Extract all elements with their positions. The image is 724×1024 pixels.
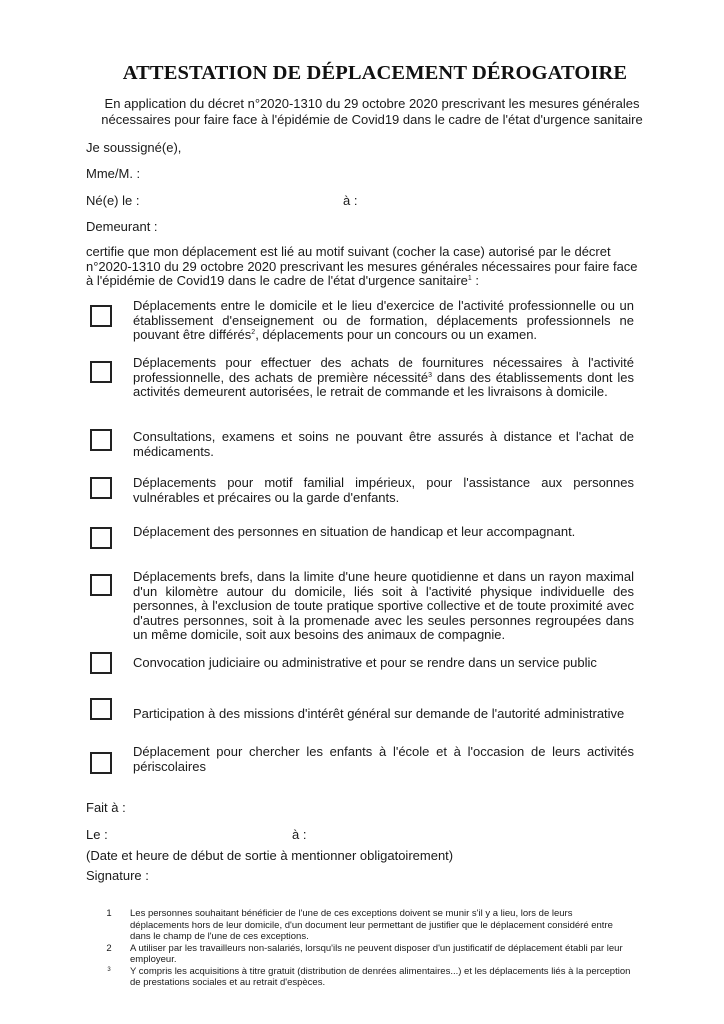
- reason-checkbox-purchases[interactable]: [90, 361, 112, 383]
- footnote-2: [104, 943, 634, 966]
- name-field-label[interactable]: Mme/M. :: [86, 166, 141, 181]
- footnote-ref: 1: [467, 275, 472, 282]
- reason-checkbox-summons[interactable]: [90, 652, 112, 674]
- reason-checkbox-school[interactable]: [90, 752, 112, 774]
- reason-text-general-interest: Participation à des missions d'intérêt général sur demande de l'autorité administrative: [133, 706, 625, 721]
- reason-text-work: [133, 299, 634, 343]
- reason-text: , déplacements pour un concours ou un examen.: [255, 327, 538, 343]
- certify-paragraph: [86, 245, 638, 289]
- footnote-1: [104, 908, 634, 943]
- signature-field-label[interactable]: Signature :: [86, 868, 149, 883]
- reason-text-family: Déplacements pour motif familial impérieux, pour l'assistance aux personnes vulnérables et précaires ou la garde d'enfants.: [133, 475, 634, 505]
- reason-checkbox-health[interactable]: [90, 429, 112, 451]
- birth-date-field-label[interactable]: Né(e) le :: [86, 193, 140, 208]
- reason-text-purchases: [133, 356, 634, 400]
- footnote-number: 2: [106, 942, 112, 954]
- reason-checkbox-exercise[interactable]: [90, 574, 112, 596]
- footnote-text: A utiliser par les travailleurs non-salariés, lorsqu'ils ne peuvent disposer d'un justificatif de déplacement établi par leur employeur.: [130, 942, 623, 965]
- je-soussigne-label: Je soussigné(e),: [86, 140, 182, 155]
- reason-checkbox-work[interactable]: [90, 305, 112, 327]
- reason-checkbox-family[interactable]: [90, 477, 112, 499]
- reason-text-health: Consultations, examens et soins ne pouvant être assurés à distance et l'achat de médicaments.: [133, 429, 634, 459]
- footnote-text: Les personnes souhaitant bénéficier de l'une de ces exceptions doivent se munir s'il y a lieu, lors de leurs déplacements hors de leur domicile, d'un document leur permettant de justifier que le déplacement considéré entre dans le champ de l'une de ces exceptions.: [130, 908, 613, 942]
- footnote-number: 3: [107, 966, 111, 973]
- footnote-ref: 3: [428, 371, 433, 379]
- reason-text: Déplacements pour effectuer des achats de fournitures nécessaires à l'activité professionnelle, des achats de première nécessité: [133, 355, 634, 385]
- time-field-label[interactable]: à :: [292, 827, 307, 842]
- document-subtitle: [60, 96, 684, 128]
- certify-suffix: :: [471, 273, 479, 288]
- date-time-note: (Date et heure de début de sortie à mentionner obligatoirement): [86, 848, 454, 863]
- subtitle-line-2: nécessaires pour faire face à l'épidémie de Covid19 dans le cadre de l'état d'urgence sanitaire: [101, 112, 643, 127]
- certify-text: certifie que mon déplacement est lié au motif suivant (cocher la case) autorisé par le décret n°2020-1310 du 29 octobre 2020 prescrivant les mesures générales nécessaires pour faire face à l'épidémie de Covid19 dans le cadre de l'état d'urgence sanitaire: [86, 244, 638, 288]
- reason-text-exercise: Déplacements brefs, dans la limite d'une heure quotidienne et dans un rayon maximal d'un kilomètre autour du domicile, liés soit à l'activité physique individuelle des personnes, à l'exclusion de toute pratique sportive collective et de toute proximité avec d'autres personnes, soit à la promenade avec les seules personnes regroupées dans un même domicile, soit aux besoins des animaux de compagnie.: [133, 569, 634, 643]
- reason-checkbox-handicap[interactable]: [90, 527, 112, 549]
- reason-text-school: Déplacement pour chercher les enfants à l'école et à l'occasion de leurs activités périscolaires: [133, 744, 634, 774]
- footnote-ref: 2: [251, 329, 256, 337]
- birth-place-field-label[interactable]: à :: [343, 193, 358, 208]
- reason-text: dans des établissements dont les activités demeurent autorisées, le retrait de commande et les livraisons à domicile.: [133, 369, 634, 400]
- footnotes: [104, 908, 634, 989]
- footnote-3: [104, 966, 634, 989]
- fait-a-field-label[interactable]: Fait à :: [86, 800, 126, 815]
- subtitle-line-1: En application du décret n°2020-1310 du 29 octobre 2020 prescrivant les mesures générales: [104, 96, 640, 111]
- reason-text-handicap: Déplacement des personnes en situation de handicap et leur accompagnant.: [133, 524, 576, 539]
- document-title: ATTESTATION DE DÉPLACEMENT DÉROGATOIRE: [122, 62, 628, 84]
- reason-checkbox-general-interest[interactable]: [90, 698, 112, 720]
- date-field-label[interactable]: Le :: [86, 827, 108, 842]
- footnote-text: Y compris les acquisitions à titre gratuit (distribution de denrées alimentaires...) et les déplacements liés à la perception de prestations sociales et au retrait d'espèces.: [130, 965, 631, 988]
- footnote-number: 1: [106, 908, 112, 919]
- address-field-label[interactable]: Demeurant :: [86, 219, 158, 234]
- reason-text: Déplacements entre le domicile et le lieu d'exercice de l'activité professionnelle ou un établissement d'enseignement ou de formation, déplacements professionnels ne pouvant être différés: [133, 298, 634, 343]
- reason-text-summons: Convocation judiciaire ou administrative et pour se rendre dans un service public: [133, 655, 597, 670]
